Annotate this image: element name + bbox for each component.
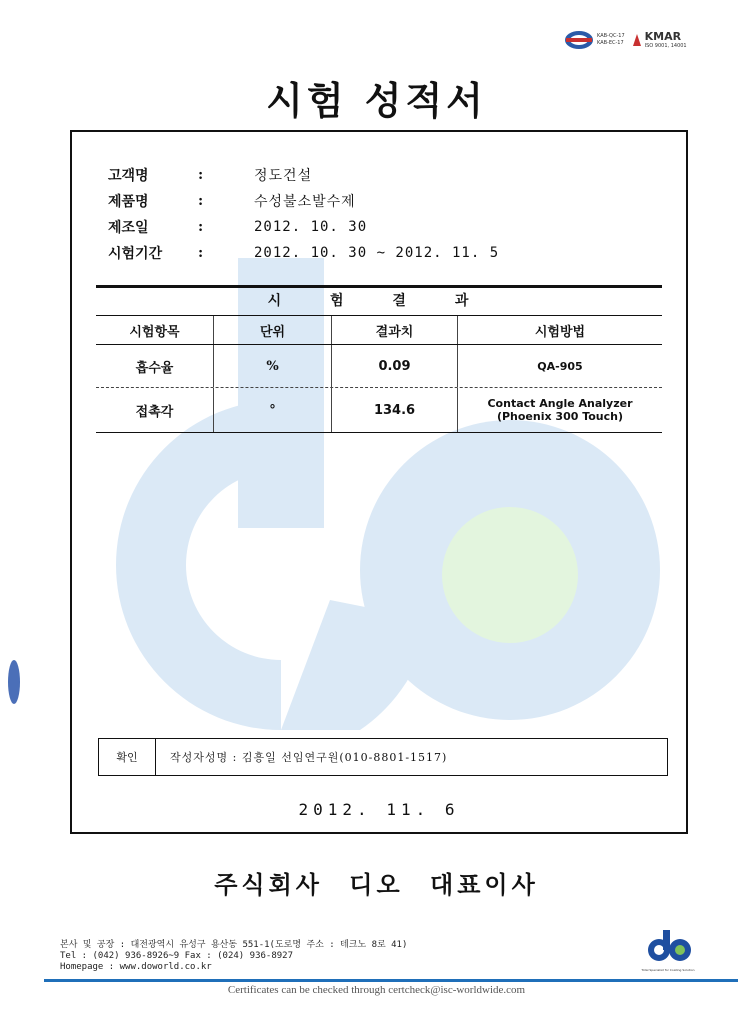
colon: :: [198, 167, 204, 183]
footer-homepage: Homepage : www.doworld.co.kr: [60, 962, 212, 972]
test-method-line-2: (Phoenix 300 Touch): [496, 410, 624, 423]
results-heading: 시 험 결 과: [96, 288, 662, 316]
kmar-badge: [631, 30, 687, 50]
kmar-icon: [631, 32, 643, 48]
table-row: [96, 345, 662, 388]
colon: :: [198, 193, 204, 209]
info-row-customer: [108, 162, 499, 188]
kab-badge: [564, 30, 625, 50]
test-item: 접촉각: [96, 388, 214, 432]
period-value: 2012. 10. 30 ~ 2012. 11. 5: [254, 245, 500, 261]
company-signature-line: 주식회사 디오 대표이사: [214, 870, 539, 899]
info-row-manufacture: [108, 214, 499, 240]
customer-value: 정도건설: [254, 168, 313, 184]
manufacture-label: 제조일: [108, 220, 149, 236]
test-method: [458, 345, 662, 387]
test-value: 134.6: [332, 388, 458, 432]
footer-address: 본사 및 공장 : 대전광역시 유성구 용산동 551-1(도로명 주소 : 테크노 8로 41): [60, 940, 408, 950]
kab-icon: [564, 30, 594, 50]
test-method-line-1: QA-905: [537, 359, 583, 373]
test-unit: °: [214, 388, 332, 432]
certificate-check-notice: Certificates can be checked through certcheck@isc-worldwide.com: [227, 984, 526, 996]
footer-logo: [640, 926, 696, 972]
table-row: [96, 388, 662, 433]
colon: :: [198, 245, 204, 261]
test-method-line-1: Contact Angle Analyzer: [487, 397, 633, 410]
results-header-row: [96, 316, 662, 345]
info-block: [108, 162, 499, 266]
period-label: 시험기간: [108, 246, 163, 262]
kab-line-2: KAB-EC-17: [597, 40, 624, 46]
column-header: 시험항목: [96, 316, 214, 344]
test-item: 흡수율: [96, 345, 214, 387]
do-logo-icon: [640, 926, 696, 964]
info-row-product: [108, 188, 499, 214]
column-header: 단위: [214, 316, 332, 344]
product-value: 수성불소발수제: [254, 194, 356, 210]
test-method: [458, 388, 662, 432]
manufacture-value: 2012. 10. 30: [254, 219, 368, 235]
confirmation-text: 작성자성명 : 김흥일 선임연구원(010-8801-1517): [170, 751, 448, 764]
results-table: [96, 285, 662, 433]
kmar-subtext: ISO 9001, 14001: [644, 43, 687, 49]
test-value: 0.09: [332, 345, 458, 387]
confirmation-box: [98, 738, 668, 776]
product-label: 제품명: [108, 194, 149, 210]
column-header: 시험방법: [534, 324, 586, 340]
footer-divider: [44, 979, 738, 982]
confirmation-label: 확인: [99, 739, 156, 775]
kmar-text: KMAR: [644, 30, 682, 43]
info-row-period: [108, 240, 499, 266]
footer-address-block: [60, 940, 407, 973]
accreditation-logos: [564, 30, 687, 50]
footer-phone: Tel : (042) 936-8926~9 Fax : (024) 936-8927: [60, 951, 293, 961]
document-title: 시험 성적서: [266, 78, 487, 123]
colon: :: [198, 219, 204, 235]
customer-label: 고객명: [108, 168, 149, 184]
issue-date: 2012. 11. 6: [298, 800, 460, 819]
footer-logo-caption: Total Specialist for Coating Solution: [641, 968, 695, 972]
column-header: 결과치: [332, 316, 458, 344]
kab-line-1: KAB-QC-17: [597, 33, 625, 39]
test-unit: %: [214, 345, 332, 387]
certificate-frame: [70, 130, 688, 834]
